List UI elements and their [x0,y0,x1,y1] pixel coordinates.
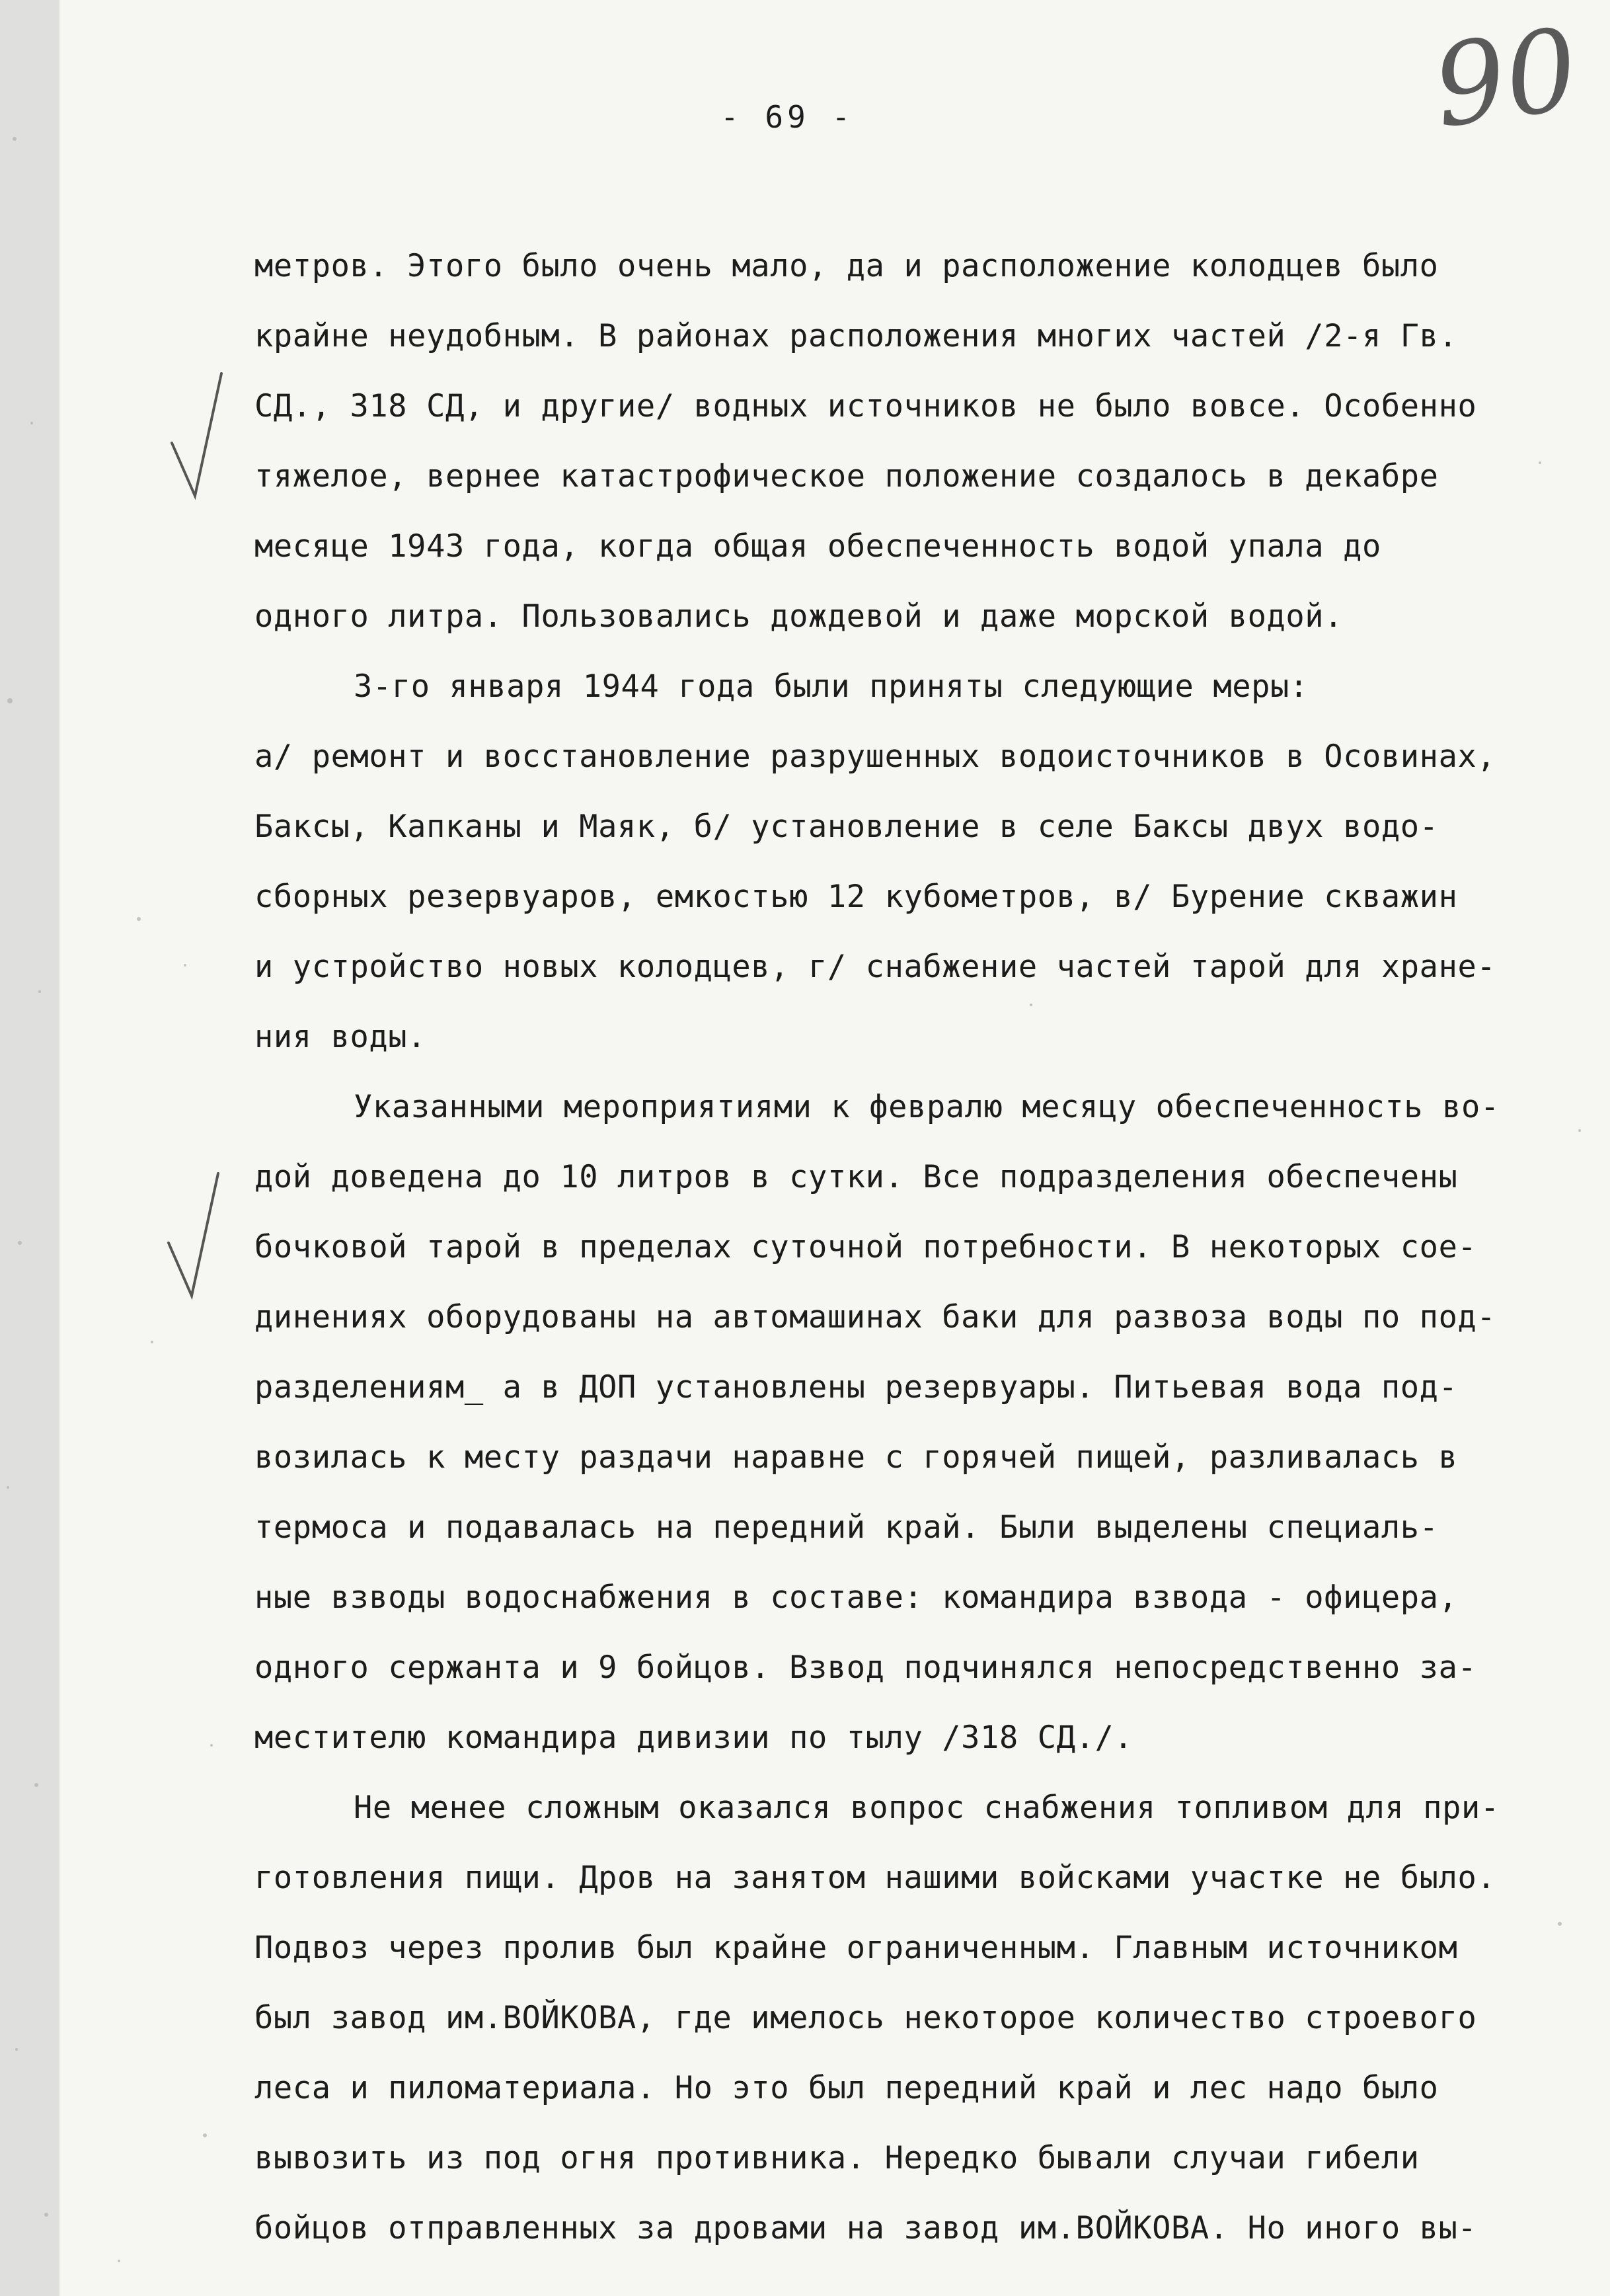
page-number: - 69 - [720,99,855,135]
text-line: термоса и подавалась на передний край. Были выделены специаль- [254,1509,1439,1546]
text-line: был завод им.ВОЙКОВА, где имелось некоторое количество строевого [254,2000,1477,2036]
text-line: местителю командира дивизии по тылу /318 СД./. [254,1720,1133,1756]
text-line: метров. Этого было очень мало, да и расположение колодцев было [254,248,1439,284]
margin-checkmark-icon [169,370,228,502]
text-line: крайне неудобным. В районах расположения многих частей /2-я Гв. [254,318,1458,354]
text-line: динениях оборудованы на автомашинах баки для развоза воды по под- [254,1299,1496,1335]
margin-checkmark-icon [165,1170,225,1302]
text-line: Баксы, Капканы и Маяк, б/ установление в селе Баксы двух водо- [254,809,1439,845]
text-line: вывозить из под огня противника. Нередко бывали случаи гибели [254,2140,1420,2176]
text-line: одного литра. Пользовались дождевой и даже морской водой. [254,598,1344,635]
text-line: и устройство новых колодцев, г/ снабжение частей тарой для хране- [254,949,1496,985]
text-line: ные взводы водоснабжения в составе: командира взвода - офицера, [254,1579,1458,1616]
text-line: дой доведена до 10 литров в сутки. Все подразделения обеспечены [254,1159,1458,1195]
text-line: возилась к месту раздачи наравне с горячей пищей, разливалась в [254,1439,1458,1476]
handwritten-folio-number: 90 [1426,3,1586,154]
text-line: ния воды. [254,1019,427,1055]
text-line: Подвоз через пролив был крайне ограниченным. Главным источником [254,1930,1458,1966]
text-line: а/ ремонт и восстановление разрушенных водоисточников в Осовинах, [254,738,1496,775]
text-line: Не менее сложным оказался вопрос снабжения топливом для при- [354,1790,1500,1826]
text-line: Указанными мероприятиями к февралю месяцу обеспеченность во- [354,1089,1500,1125]
text-line: одного сержанта и 9 бойцов. Взвод подчинялся непосредственно за- [254,1649,1477,1686]
text-line: разделениям_ а в ДОП установлены резервуары. Питьевая вода под- [254,1369,1458,1405]
text-line: СД., 318 СД, и другие/ водных источников не было вовсе. Особенно [254,388,1477,424]
text-line: 3-го января 1944 года были приняты следующие меры: [354,668,1309,705]
text-line: бочковой тарой в пределах суточной потребности. В некоторых сое- [254,1229,1477,1265]
text-line: месяце 1943 года, когда общая обеспеченность водой упала до [254,528,1381,565]
text-line: леса и пиломатериала. Но это был передний край и лес надо было [254,2070,1439,2106]
text-line: сборных резервуаров, емкостью 12 кубометров, в/ Бурение скважин [254,879,1458,915]
text-line: тяжелое, вернее катастрофическое положение создалось в декабре [254,458,1439,495]
text-line: бойцов отправленных за дровами на завод им.ВОЙКОВА. Но иного вы- [254,2210,1477,2246]
text-line: готовления пищи. Дров на занятом нашими войсками участке не было. [254,1860,1496,1896]
typed-text-body [254,231,1570,2264]
